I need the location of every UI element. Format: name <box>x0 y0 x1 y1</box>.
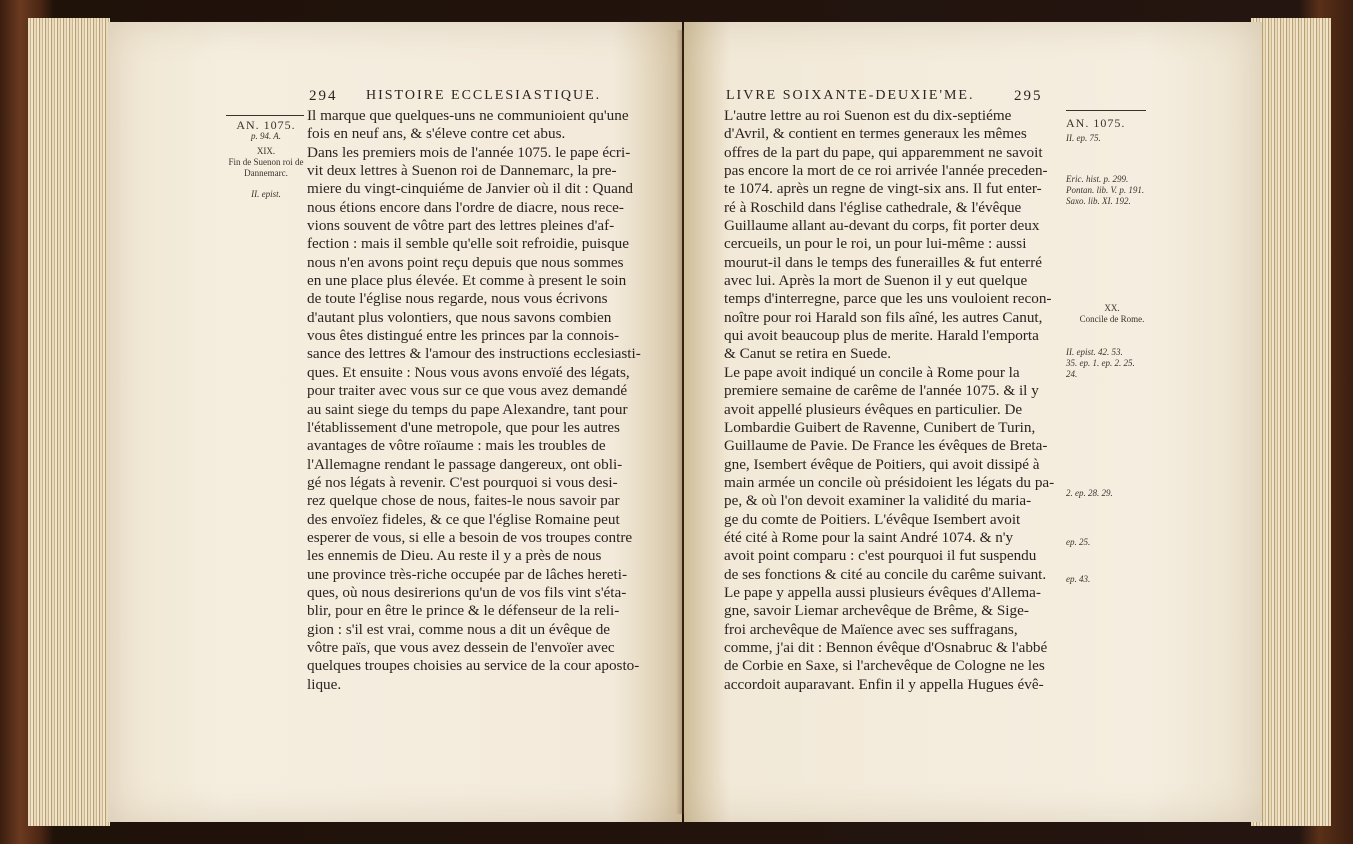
right-margin-ref-2: Eric. hist. p. 299. <box>1066 174 1129 184</box>
text-line: blir, pour en être le prince & le défenseur de la reli- <box>307 602 620 620</box>
text-line: des envoïez fideles, & ce que l'église Romaine peut <box>307 510 620 528</box>
text-line: fois en neuf ans, & s'éleve contre cet abus. <box>307 125 566 143</box>
left-margin-notes <box>224 120 308 200</box>
text-line: une province très-riche occupée par de lâches hereti- <box>307 565 628 583</box>
right-margin-ref-5: II. epist. 42. 53. <box>1066 347 1123 357</box>
text-line: Dans les premiers mois de l'année 1075. le pape écri- <box>307 143 631 161</box>
text-line: en une place plus élevée. Et comme à present le soin <box>307 272 627 290</box>
text-line: esperer de vous, si elle a besoin de vos troupes contre <box>307 528 633 546</box>
text-line: ques. Et ensuite : Nous vous avons envoïé des légats, <box>307 363 630 381</box>
text-line: lique. <box>307 675 342 693</box>
text-line: qui avoit beaucoup plus de merite. Harald l'emporta <box>724 327 1039 345</box>
text-line: nous n'en avons point reçu depuis que nous sommes <box>307 253 624 271</box>
text-line: mourut-il dans le temps des funerailles & fut enterré <box>724 253 1042 271</box>
left-margin-rule <box>226 115 304 116</box>
text-line: Le pape avoit indiqué un concile à Rome pour la <box>724 363 1020 381</box>
text-line: l'établissement d'une metropole, que pour les autres <box>307 418 620 436</box>
text-line: nous étions encore dans l'ordre de diacre, nous rece- <box>307 198 624 216</box>
text-line: sance des lettres & l'amour des instructions ecclesiasti- <box>307 345 641 363</box>
right-margin-section: XX. <box>1104 303 1120 313</box>
right-margin-ref-10: ep. 43. <box>1066 574 1091 584</box>
left-margin-section-note: Fin de Suenon roi de Dannemarc. <box>228 157 304 178</box>
right-page-edges <box>1251 18 1331 826</box>
text-line: pas encore la mort de ce roi arrivée l'année preceden- <box>724 162 1048 180</box>
text-line: été cité à Rome pour la saint André 1074. & n'y <box>724 528 1014 546</box>
text-line: Guillaume de Pavie. De France les évêques de Breta- <box>724 437 1048 455</box>
text-line: Il marque que quelques-uns ne communioient qu'une <box>307 107 629 124</box>
text-line: gé nos légats à revenir. C'est pourquoi si vous desi- <box>307 473 618 491</box>
text-line: gne, savoir Liemar archevêque de Brême, & Sige- <box>724 602 1029 620</box>
text-line: cercueils, un pour le roi, un pour lui-même : aussi <box>724 235 1027 253</box>
text-line: vous êtes distingué entre les princes par la connois- <box>307 327 620 345</box>
text-line: comme, j'ai dit : Bennon évêque d'Osnabruc & l'abbé <box>724 638 1048 656</box>
text-line: noître pour roi Harald son fils aîné, les autres Canut, <box>724 308 1043 326</box>
text-line: les ennemis de Dieu. Au reste il y a près de nous <box>307 547 602 565</box>
text-line: temps d'interregne, parce que les uns vouloient recon- <box>724 290 1052 308</box>
right-page-number: 295 <box>1014 88 1043 104</box>
right-margin-ref-9: ep. 25. <box>1066 537 1091 547</box>
right-margin-ref-8: 2. ep. 28. 29. <box>1066 488 1113 498</box>
text-line: de toute l'église nous regarde, nous vous écrivons <box>307 290 608 308</box>
text-line: de ses fonctions & cité au concile du carême suivant. <box>724 565 1047 583</box>
text-line: de Corbie en Saxe, si l'archevêque de Cologne ne les <box>724 657 1045 675</box>
text-line: Le pape y appella aussi plusieurs évêques d'Allema- <box>724 583 1041 601</box>
text-line: gne, Isembert évêque de Poitiers, qui avoit dissipé à <box>724 455 1040 473</box>
left-margin-year: AN. 1075. <box>236 118 296 132</box>
text-line: au saint siege du temps du pape Alexandre, tant pour <box>307 400 628 418</box>
text-line: vit deux lettres à Suenon roi de Dannemarc, la pre- <box>307 162 617 180</box>
left-page-edges <box>28 18 110 826</box>
text-line: ge du comte de Poitiers. L'évêque Isembert avoit <box>724 510 1021 528</box>
right-margin-ref-7: 24. <box>1066 369 1078 379</box>
text-line: offres de la part du pape, qui apparemment ne savoit <box>724 143 1043 161</box>
right-margin-ref-4: Saxo. lib. XI. 192. <box>1066 196 1131 206</box>
text-line: miere du vingt-cinquiéme de Janvier où il dit : Quand <box>307 180 634 198</box>
text-line: vôtre païs, que vous avez dessein de l'envoïer avec <box>307 638 615 656</box>
left-page-number: 294 <box>309 88 338 104</box>
right-page <box>684 22 1262 822</box>
text-line: L'autre lettre au roi Suenon est du dix-septiéme <box>724 107 1012 124</box>
right-margin-notes <box>1066 118 1158 585</box>
text-line: premiere semaine de carême de l'année 1075. & il y <box>724 382 1039 400</box>
text-line: Lombardie Guibert de Ravenne, Cunibert de Turin, <box>724 418 1036 436</box>
text-line: d'autant plus volontiers, que nous savons combien <box>307 308 612 326</box>
text-line: avantages de vôtre roïaume : mais les troubles de <box>307 437 606 455</box>
left-margin-ref-1: p. 94. A. <box>250 131 282 141</box>
right-margin-ref-3: Pontan. lib. V. p. 191. <box>1066 185 1145 195</box>
text-line: main armée un concile où présidoient les légats du pa- <box>724 473 1055 491</box>
text-line: froi archevêque de Maïence avec ses suffragans, <box>724 620 1018 638</box>
text-line: avoit appellé plusieurs évêques en particulier. De <box>724 400 1023 418</box>
text-line: accordoit auparavant. Enfin il y appella Hugues évê- <box>724 675 1044 693</box>
right-body-text <box>724 107 1061 694</box>
text-line: ques, où nous desirerions qu'un de vos fils vint s'éta- <box>307 583 627 601</box>
text-line: pour traiter avec vous sur ce que vous avez demandé <box>307 382 628 400</box>
text-line: gion : s'il est vrai, comme nous a dit un évêque de <box>307 620 611 638</box>
text-line: pe, & où l'on devoit examiner la validité du maria- <box>724 492 1032 510</box>
text-line: l'Allemagne rendant le passage dangereux, ont obli- <box>307 455 623 473</box>
text-line: ré à Roschild dans l'église cathedrale, & l'évêque <box>724 198 1022 216</box>
text-line: & Canut se retira en Suede. <box>724 345 892 363</box>
right-running-head: LIVRE SOIXANTE-DEUXIE'ME. <box>726 88 975 103</box>
text-line: te 1074. après un regne de vingt-six ans. Il fut enter- <box>724 180 1042 198</box>
right-margin-year: AN. 1075. <box>1066 116 1126 130</box>
right-margin-section-note: Concile de Rome. <box>1079 314 1145 324</box>
text-line: avec lui. Après la mort de Suenon il y eut quelque <box>724 272 1028 290</box>
text-line: d'Avril, & contient en termes generaux les mêmes <box>724 125 1027 143</box>
left-page <box>108 22 682 822</box>
left-body-text <box>307 107 660 694</box>
text-line: fection : mais il semble qu'elle soit refroidie, puisque <box>307 235 630 253</box>
text-line: Guillaume allant au-devant du corps, fit porter deux <box>724 217 1040 235</box>
right-margin-ref-1: II. ep. 75. <box>1066 133 1101 143</box>
text-line: quelques troupes choisies au service de la cour aposto- <box>307 657 640 675</box>
left-running-head: HISTOIRE ECCLESIASTIQUE. <box>366 88 602 103</box>
right-margin-rule <box>1066 110 1146 111</box>
text-line: avoit point comparu : c'est pourquoi il fut suspendu <box>724 547 1037 565</box>
text-line: vions souvent de vôtre part des lettres pleines d'af- <box>307 217 615 235</box>
right-margin-ref-6: 35. ep. 1. ep. 2. 25. <box>1066 358 1135 368</box>
left-margin-section: XIX. <box>256 146 276 156</box>
left-margin-ref-2: II. epist. <box>251 189 281 199</box>
text-line: rez quelque chose de nous, faites-le nous savoir par <box>307 492 620 510</box>
